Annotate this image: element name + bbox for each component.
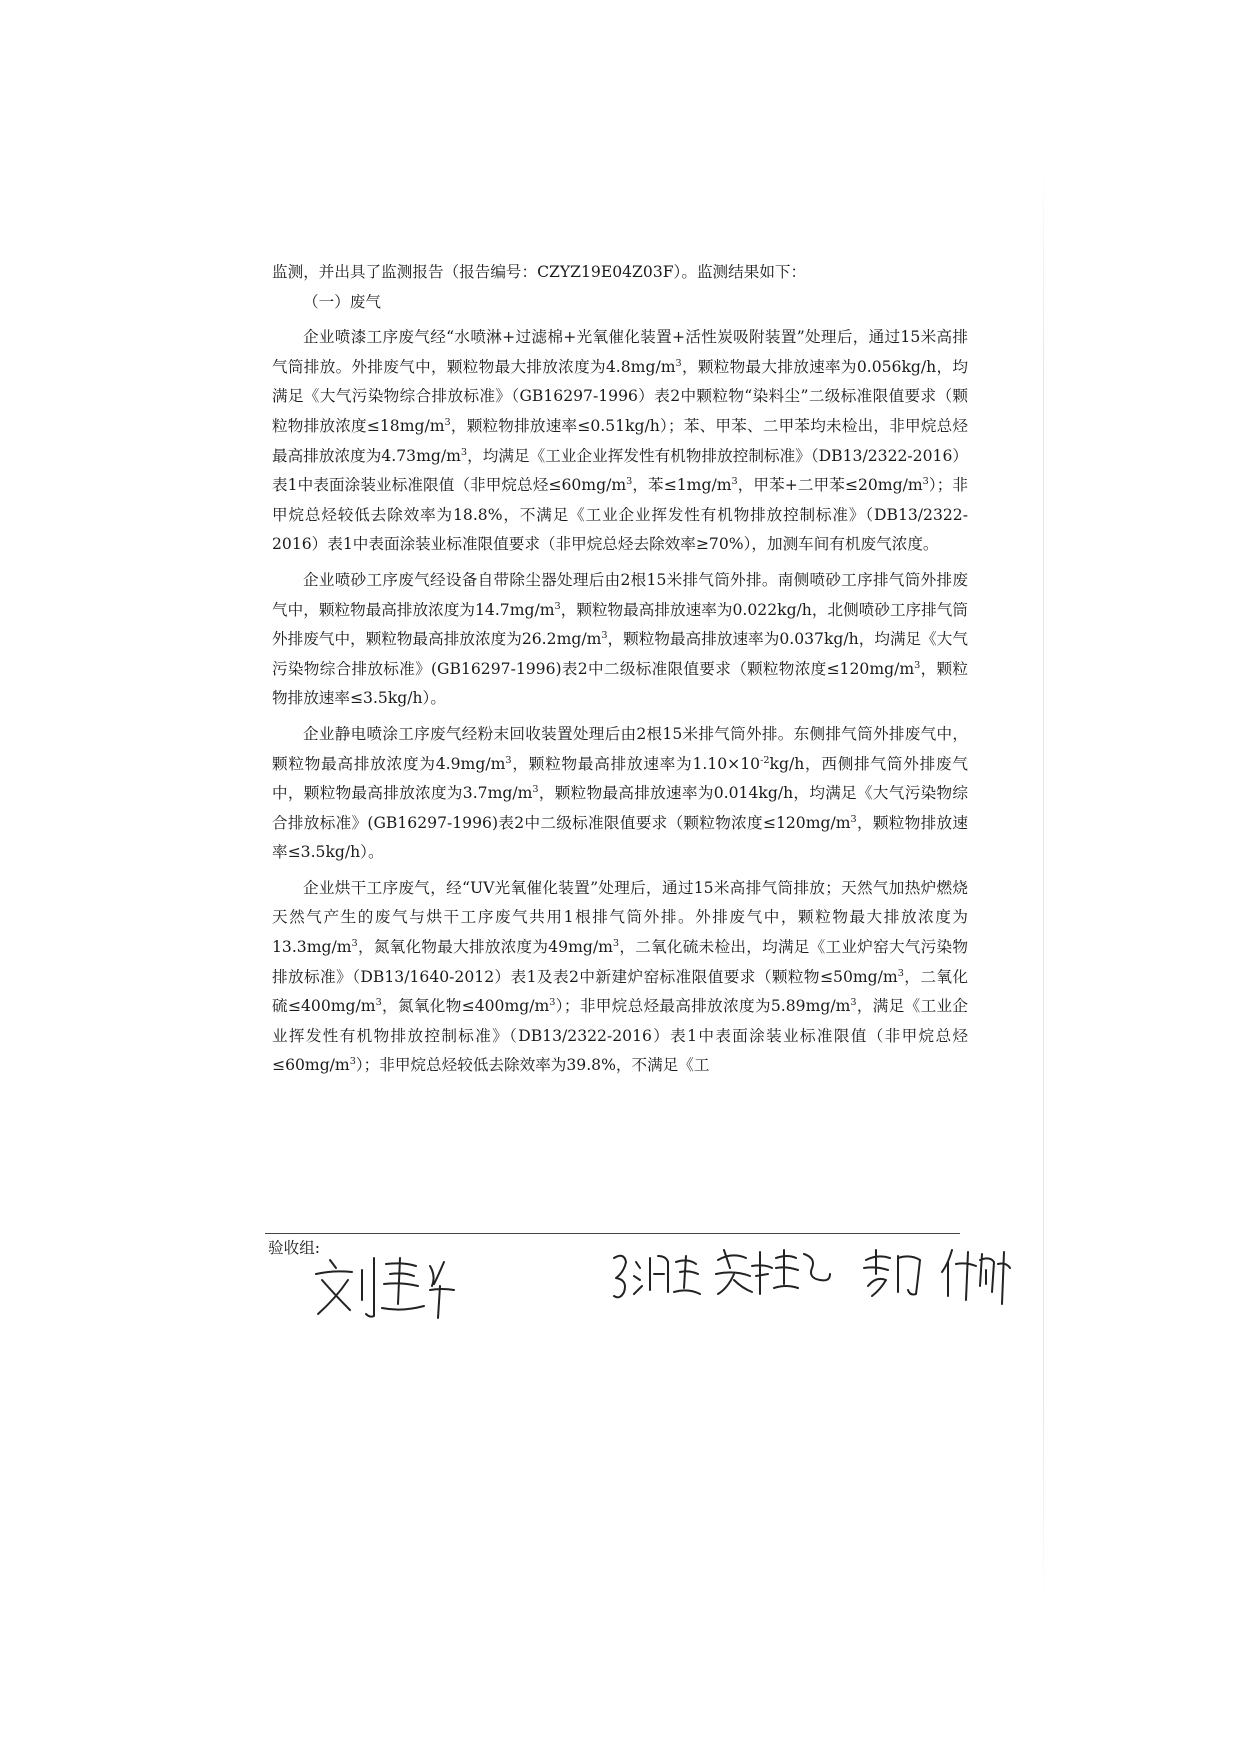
superscript: 3 — [601, 630, 608, 642]
superscript: 3 — [351, 938, 358, 950]
text-run: 监测，并出具了监测报告（报告编号：CZYZ19E04Z03F）。监测结果如下： — [272, 263, 807, 281]
text-run: ，甲苯+二甲苯≤20mg/m — [737, 476, 923, 495]
superscript: 3 — [505, 754, 512, 766]
acceptance-group-label: 验收组: — [268, 1239, 321, 1257]
signature-5 — [940, 1244, 1016, 1308]
signature-1 — [312, 1252, 462, 1324]
text-run: ，氮氧化物最大排放浓度为49mg/m — [357, 938, 613, 957]
text-run: ，满足《工业企业挥发性有机物排放控制标准》（DB13/2322-2016）表1中表面涂装业标准限值（非甲烷总烃≤60mg/m — [272, 997, 969, 1075]
superscript: 3 — [375, 997, 382, 1009]
signature-2 — [610, 1248, 702, 1308]
text-run: 企业喷漆工序废气经“水喷淋+过滤棉+光氧催化装置+活性炭吸附装置”处理后，通过15米高排气筒排放。外排废气中，颗粒物最大排放浓度为4.8mg/m — [272, 328, 968, 376]
text-run: ，颗粒物最高排放速率为0.014kg/h，均满足《大气污染物综合排放标准》(GB16297-1996)表2中二级标准限值要求（颗粒物浓度≤120mg/m — [272, 784, 969, 832]
superscript: 3 — [914, 659, 921, 671]
text-run: ，颗粒物排放速率≤0.51kg/h）；苯、甲苯、二甲苯均未检出，非甲烷总烃最高排放浓度为4.73mg/m — [272, 416, 969, 465]
text-run: 企业静电喷涂工序废气经粉末回收装置处理后由2根15米排气筒外排。东侧排气筒外排废气中，颗粒物最高排放浓度为4.9mg/m — [272, 724, 968, 773]
text-run: ，二氧化硫未检出，均满足《工业炉窑大气污染物排放标准》（DB13/1640-2012）表1及表2中新建炉窑标准限值要求（颗粒物≤50mg/m — [272, 938, 968, 986]
scan-edge — [1043, 160, 1044, 1610]
text-run: 企业烘干工序废气，经“UV光氧催化装置”处理后，通过15米高排气筒排放；天然气加热炉燃烧天然气产生的废气与烘干工序废气共用1根排气筒外排。外排废气中，颗粒物最大排放浓度为13.3mg/m — [272, 878, 968, 957]
text-run: 企业喷砂工序废气经设备自带除尘器处理后由2根15米排气筒外排。南侧喷砂工序排气筒外排废气中，颗粒物最高排放浓度为14.7mg/m — [272, 570, 968, 619]
text-run: ，颗粒物最高排放速率为0.022kg/h，北侧喷砂工序排气筒外排废气中，颗粒物最高排放浓度为26.2mg/m — [272, 600, 968, 649]
superscript: 3 — [612, 938, 620, 950]
paragraph-spray-painting — [272, 323, 968, 560]
text-run: ，颗粒物最高排放速率为1.10×10 — [511, 754, 761, 773]
text-run: ，均满足《工业企业挥发性有机物排放控制标准》（DB13/2322-2016）表1中表面涂装业标准限值（非甲烷总烃≤60mg/m — [272, 446, 968, 495]
text-run: ）；非甲烷总烃较低去除效率为39.8%，不满足《工 — [355, 1056, 710, 1075]
text-run: ，颗粒物排放速率≤3.5kg/h）。 — [272, 813, 968, 862]
paragraph-electrostatic-spraying — [272, 720, 968, 868]
text-run: kg/h，西侧排气筒外排废气中，颗粒物最高排放浓度为3.7mg/m — [272, 754, 969, 803]
superscript: 3 — [460, 446, 468, 458]
superscript: 3 — [349, 1056, 356, 1068]
body-text — [272, 258, 968, 1081]
signature-3 — [712, 1244, 834, 1302]
footer-rule — [265, 1233, 960, 1234]
superscript: -2 — [760, 754, 770, 766]
superscript: 3 — [850, 813, 857, 825]
superscript: 3 — [549, 997, 556, 1009]
superscript: 3 — [626, 476, 633, 488]
section-heading-exhaust-gas — [272, 288, 968, 318]
superscript: 3 — [444, 417, 451, 429]
text-run: ，氮氧化物≤400mg/m — [381, 997, 550, 1016]
superscript: 3 — [532, 784, 539, 796]
text-run: ，二氧化硫≤400mg/m — [272, 967, 968, 1016]
text-run: ，苯≤1mg/m — [632, 476, 732, 495]
superscript: 3 — [731, 476, 738, 488]
text-run: （一）废气 — [303, 292, 381, 311]
text-run: ，颗粒物最大排放速率为0.056kg/h，均满足《大气污染物综合排放标准》（GB16297-1996）表2中颗粒物“染料尘”二级标准限值要求（颗粒物排放浓度≤18mg/m — [272, 357, 968, 435]
text-run: ）；非甲烷总烃最高排放浓度为5.89mg/m — [555, 997, 851, 1016]
superscript: 3 — [850, 997, 857, 1009]
text-run: ，颗粒物排放速率≤3.5kg/h）。 — [272, 659, 968, 708]
paragraph-drying-process — [272, 874, 968, 1081]
superscript: 3 — [554, 600, 561, 612]
paragraph-sandblasting — [272, 566, 968, 714]
superscript: 3 — [897, 967, 904, 979]
signature-4 — [860, 1246, 930, 1306]
text-run: ）；非甲烷总烃较低去除效率为18.8%，不满足《工业企业挥发性有机物排放控制标准》（DB13/2322-2016）表1中表面涂装业标准限值要求（非甲烷总烃去除效率≥70%），加测车间有机废气浓度。 — [272, 476, 968, 554]
superscript: 3 — [675, 357, 682, 369]
superscript: 3 — [922, 476, 929, 488]
text-run: ，颗粒物最高排放速率为0.037kg/h，均满足《大气污染物综合排放标准》(GB16297-1996)表2中二级标准限值要求（颗粒物浓度≤120mg/m — [272, 630, 968, 678]
paragraph-monitoring-intro — [272, 258, 968, 288]
